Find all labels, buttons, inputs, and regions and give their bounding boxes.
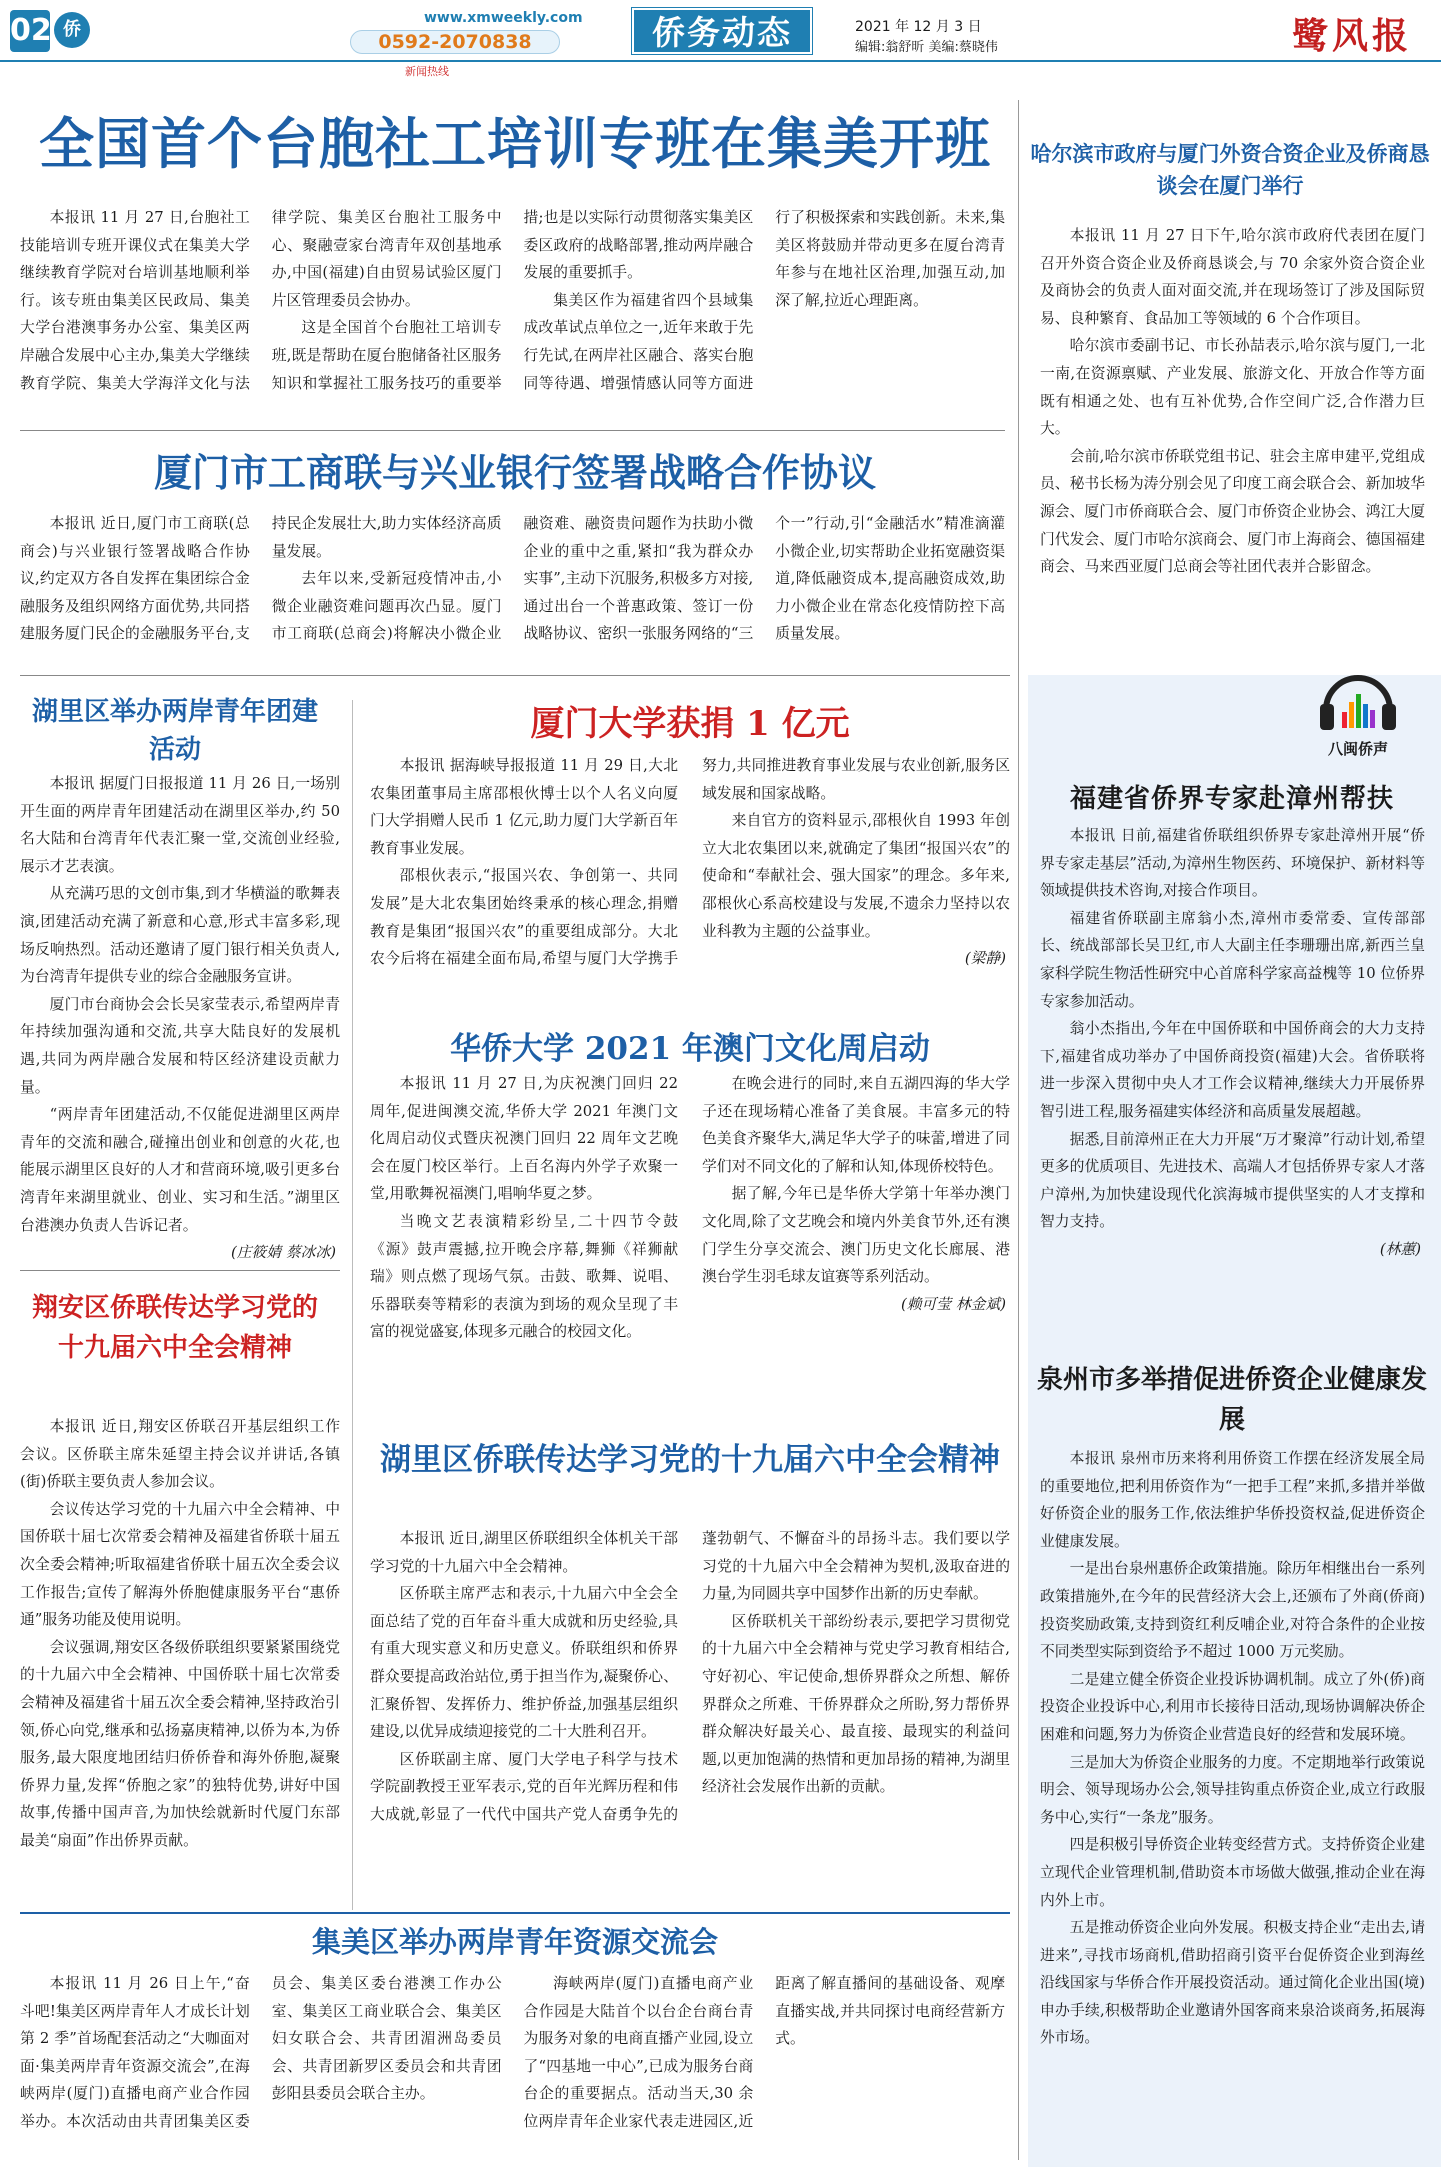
headline-a9: 华侨大学 2021 年澳门文化周启动: [450, 1031, 930, 1067]
paragraph: 区侨联主席严志和表示,十九届六中全会全面总结了党的百年奋斗重大成就和历史经验,具有重大现实意义和历史意义。侨联组织和侨界群众要提高政治站位,勇于担当作为,凝聚侨心、汇聚侨智、发挥侨力、维护侨益,加强基层组织建设,以优异成绩迎接党的二十大胜利召开。: [370, 1585, 678, 1741]
paragraph: 当晚文艺表演精彩纷呈,二十四节令鼓《源》鼓声震撼,拉开晚会序幕,舞狮《祥狮献瑞》则点燃了现场气氛。击鼓、歌舞、说唱、乐器联奏等精彩的表演为到场的观众呈现了丰富的视觉盛宴,体现多元融合的校园文化。: [370, 1212, 678, 1341]
paragraph: 邵根伙表示,“报国兴农、争创第一、共同发展”是大北农集团始终秉承的核心理念,捐赠教育是集团“报国兴农”的重要组成部分。大北农今后将在福建全面布局,希望与厦门大学携手努力,共同推进教育事业发展与农业创新,服务区域发展和国家战略。: [370, 757, 1010, 968]
paragraph: 会议传达学习党的十九届六中全会精神、中国侨联十届七次常委会精神及福建省侨联十届五次全委会精神;听取福建省侨联十届五次全委会议工作报告;宣传了解海外侨胞健康服务平台“惠侨通”服务功能及使用说明。: [20, 1500, 340, 1629]
paragraph: 哈尔滨市委副书记、市长孙喆表示,哈尔滨与厦门,一北一南,在资源禀赋、产业发展、旅游文化、开放合作等方面既有相通之处、也有互补优势,合作空间广泛,合作潜力巨大。: [1040, 337, 1425, 438]
headline-a3: 哈尔滨市政府与厦门外资合资企业及侨商恳谈会在厦门举行: [1030, 142, 1430, 198]
byline: (林蕙): [1379, 1240, 1421, 1258]
paragraph: 去年以来,受新冠疫情冲击,小微企业融资难问题再次凸显。厦门市工商联(总商会)将解决小微企业融资难、融资贵问题作为扶助小微企业的重中之重,紧扣“我为群众办实事”,主动下沉服务,积极多方对接,通过出台一个普惠政策、签订一份战略协议、密织一张服务网络的“三个一”行动,引“金融活水”精准滴灌小微企业,切实帮助企业拓宽融资渠道,降低融资成本,提高融资成效,助力小微企业在常态化疫情防控下高质量发展。: [271, 515, 1005, 643]
paragraph: 海峡两岸(厦门)直播电商产业合作园是大陆首个以台企台商台青为服务对象的电商直播产业园,设立了“四基地一中心”,已成为服务台商台企的重要据点。活动当天,30 余位两岸青年企业家代表走进园区,近距离了解直播间的基础设备、观摩直播实战,并共同探讨电商经营新方式。: [523, 1975, 1005, 2130]
headline-a4: 福建省侨界专家赴漳州帮扶: [1069, 784, 1394, 814]
paragraph: 在晚会进行的同时,来自五湖四海的华大学子还在现场精心准备了美食展。丰富多元的特色美食齐聚华大,满足华大学子的味蕾,增进了同学们对不同文化的了解和认知,体现侨校特色。: [702, 1075, 1010, 1175]
paragraph: 集美区作为福建省四个县域集成改革试点单位之一,近年来敢于先行先试,在两岸社区融合、落实台胞同等待遇、增强情感认同等方面进行了积极探索和实践创新。未来,集美区将鼓励并带动更多在厦台湾青年参与在地社区治理,加强互动,加深了解,拉近心理距离。: [523, 209, 1005, 392]
article-a2-body: [20, 510, 1005, 660]
article-a9-body: [370, 1070, 1010, 1425]
paragraph: 本报讯 11 月 26 日上午,“奋斗吧!集美区两岸青年人才成长计划第 2 季”首场配套活动之“大咖面对面·集美两岸青年资源交流会”,在海峡两岸(厦门)直播电商产业合作园举办。本次活动由共青团集美区委员会、集美区委台港澳工作办公室、集美区工商业联合会、集美区妇女联合会、共青团湄洲岛委员会、共青团新罗区委员会和共青团彭阳县委员会联合主办。: [20, 1975, 502, 2130]
column-title: 侨务动态: [632, 8, 812, 54]
divider: [20, 675, 1010, 676]
paragraph: 厦门市台商协会会长吴家莹表示,希望两岸青年持续加强沟通和交流,共享大陆良好的发展机遇,共同为两岸融合发展和特区经济建设贡献力量。: [20, 995, 340, 1096]
article-a10-body: [370, 1525, 1010, 1905]
paragraph: 本报讯 11 月 27 日下午,哈尔滨市政府代表团在厦门召开外资合资企业及侨商恳谈会,与 70 余家外资合资企业及商协会的负责人面对面交流,并在现场签订了涉及国际贸易、良种繁育、食品加工等领域的 6 个合作项目。: [1040, 227, 1425, 327]
article-a4-body: [1040, 822, 1425, 1264]
headline-a7: 翔安区侨联传达学习党的十九届六中全会精神: [31, 1293, 318, 1363]
divider: [20, 1270, 340, 1271]
headphones-icon: [1316, 660, 1400, 744]
headline-a10: 湖里区侨联传达学习党的十九届六中全会精神: [380, 1442, 1000, 1478]
paragraph: 翁小杰指出,今年在中国侨联和中国侨商会的大力支持下,福建省成功举办了中国侨商投资(福建)大会。省侨联将进一步深入贯彻中央人才工作会议精神,继续大力开展侨界智引进工程,服务福建实体经济和高质量发展超越。: [1040, 1020, 1425, 1120]
paragraph: 从充满巧思的文创市集,到才华横溢的歌舞表演,团建活动充满了新意和心意,形式丰富多彩,现场反响热烈。活动还邀请了厦门银行相关负责人,为台湾青年提供专业的综合金融服务宣讲。: [20, 885, 340, 986]
byline: (赖可莹 林金斌): [900, 1295, 1006, 1313]
paragraph: 本报讯 近日,湖里区侨联组织全体机关干部学习党的十九届六中全会精神。: [370, 1530, 678, 1575]
paragraph: 本报讯 据厦门日报报道 11 月 26 日,一场别开生面的两岸青年团建活动在湖里区举办,约 50 名大陆和台湾青年代表汇聚一堂,交流创业经验,展示才艺表演。: [20, 775, 340, 875]
paragraph: 这是全国首个台胞社工培训专班,既是帮助在厦台胞储备社区服务知识和掌握社工服务技巧的重要举措;也是以实际行动贯彻落实集美区委区政府的战略部署,推动两岸融合发展的重要抓手。: [271, 209, 754, 392]
hotline-label: 新闻热线: [405, 65, 449, 78]
paragraph: 据悉,目前漳州正在大力开展“万才聚漳”行动计划,希望更多的优质项目、先进技术、高端人才包括侨界专家人才落户漳州,为加快建设现代化滨海城市提供坚实的人才支撑和智力支持。: [1040, 1130, 1425, 1231]
emblem-icon: 侨: [54, 12, 90, 48]
section-badge-label: 八闽侨声: [1327, 740, 1388, 758]
paragraph: 一是出台泉州惠侨企政策措施。除历年相继出台一系列政策措施外,在今年的民营经济大会上,还颁布了外商(侨商)投资奖励政策,支持到资红利反哺企业,对符合条件的企业按不同类型实际到资给予不超过 1000 万元奖励。: [1040, 1560, 1425, 1661]
headline-a5: 泉州市多举措促进侨资企业健康发展: [1036, 1365, 1427, 1435]
paragraph: 会议强调,翔安区各级侨联组织要紧紧围绕党的十九届六中全会精神、中国侨联十届七次常委会精神及福建省十届五次全委会精神,坚持政治引领,侨心向党,继承和弘扬嘉庚精神,以侨为本,为侨服务,最大限度地团结归侨侨眷和海外侨胞,凝聚侨界力量,发挥“侨胞之家”的独特优势,讲好中国故事,传播中国声音,为加快绘就新时代厦门东部最美“扇面”作出侨界贡献。: [20, 1638, 340, 1849]
paragraph: 本报讯 11 月 27 日,台胞社工技能培训专班开课仪式在集美大学继续教育学院对台培训基地顺利举行。该专班由集美区民政局、集美大学台港澳事务办公室、集美区两岸融合发展中心主办,集美大学继续教育学院、集美大学海洋文化与法律学院、集美区台胞社工服务中心、聚融壹家台湾青年双创基地承办,中国(福建)自由贸易试验区厦门片区管理委员会协办。: [20, 209, 502, 392]
paragraph: 本报讯 近日,翔安区侨联召开基层组织工作会议。区侨联主席朱延望主持会议并讲话,各镇(街)侨联主要负责人参加会议。: [20, 1418, 340, 1491]
byline: (梁静): [964, 950, 1006, 968]
headline-a2: 厦门市工商联与兴业银行签署战略合作协议: [153, 451, 876, 495]
headline-a1: 全国首个台胞社工培训专班在集美开班: [38, 112, 991, 176]
article-a7-body: [20, 1413, 340, 1855]
headline-a6: 湖里区举办两岸青年团建活动: [31, 697, 318, 765]
paragraph: 来自官方的资料显示,邵根伙自 1993 年创立大北农集团以来,就确定了集团“报国兴农”的使命和“奉献社会、强大国家”的理念。多年来,邵根伙心系高校建设与发展,不遗余力坚持以农业科教为主题的公益事业。: [702, 812, 1010, 940]
article-a11-body: [20, 1970, 1005, 2165]
paragraph: 二是建立健全侨资企业投诉协调机制。成立了外(侨)商投资企业投诉中心,利用市长接待日活动,现场协调解决侨企困难和问题,努力为侨资企业营造良好的经营和发展环境。: [1040, 1670, 1425, 1743]
article-a6-body: [20, 770, 340, 1267]
paragraph: 区侨联机关干部纷纷表示,要把学习贯彻党的十九届六中全会精神与党史学习教育相结合,守好初心、牢记使命,想侨界群众之所想、解侨界群众之所难、干侨界群众之所盼,努力帮侨界群众解决好最关心、最直接、最现实的利益问题,以更加饱满的热情和更加昂扬的精神,为湖里经济社会发展作出新的贡献。: [702, 1612, 1010, 1796]
column-divider: [352, 700, 353, 1910]
paragraph: 据了解,今年已是华侨大学第十年举办澳门文化周,除了文艺晚会和境内外美食节外,还有澳门学生分享交流会、澳门历史文化长廊展、港澳台学生羽毛球友谊赛等系列活动。: [702, 1185, 1010, 1286]
page-number: 02: [10, 10, 50, 52]
paragraph: 四是积极引导侨资企业转变经营方式。支持侨资企业建立现代企业管理机制,借助资本市场做大做强,推动企业在海内外上市。: [1040, 1836, 1425, 1909]
paragraph: 本报讯 近日,厦门市工商联(总商会)与兴业银行签署战略合作协议,约定双方各自发挥在集团综合金融服务及组织网络方面优势,共同搭建服务厦门民企的金融服务平台,支持民企发展壮大,助力实体经济高质量发展。: [20, 515, 502, 643]
paragraph: 会前,哈尔滨市侨联党组书记、驻会主席申建平,党组成员、秘书长杨为涛分别会见了印度工商会联合会、新加坡华源会、厦门市侨商联合会、厦门市侨资企业协会、鸿江大厦门代发会、厦门市哈尔滨商会、厦门市上海商会、德国福建商会、马来西亚厦门总商会等社团代表并合影留念。: [1040, 447, 1425, 576]
article-a1-body: [20, 204, 1005, 414]
article-a8-body: [370, 752, 1010, 1022]
headline-a11: 集美区举办两岸青年资源交流会: [311, 1925, 718, 1959]
byline: (庄筱婧 蔡冰冰): [230, 1244, 336, 1262]
paragraph: 区侨联副主席、厦门大学电子科学与技术学院副教授王亚军表示,党的百年光辉历程和伟大成就,彰显了一代代中国共产党人奋勇争先的蓬勃朝气、不懈奋斗的昂扬斗志。我们要以学习党的十九届六中全会精神为契机,汲取奋进的力量,为同圆共享中国梦作出新的历史奉献。: [370, 1530, 1010, 1823]
divider: [20, 1912, 1010, 1914]
paragraph: 福建省侨联副主席翁小杰,漳州市委常委、宣传部部长、统战部部长吴卫红,市人大副主任李珊珊出席,新西兰皇家科学院生物活性研究中心首席科学家高益槐等 10 位侨界专家参加活动。: [1040, 909, 1425, 1010]
article-a3-body: [1040, 222, 1425, 581]
paragraph: 本报讯 日前,福建省侨联组织侨界专家赴漳州开展“侨界专家走基层”活动,为漳州生物医药、环境保护、新材料等领域提供技术咨询,对接合作项目。: [1040, 827, 1425, 900]
editor-credits: 编辑:翁舒昕 美编:蔡晓伟: [855, 40, 998, 55]
headline-a8: 厦门大学获捐 1 亿元: [530, 704, 850, 744]
hotline-number: 0592-2070838: [350, 30, 560, 54]
paragraph: “两岸青年团建活动,不仅能促进湖里区两岸青年的交流和融合,碰撞出创业和创意的火花,也能展示湖里区良好的人才和营商环境,吸引更多台湾青年来湖里就业、创业、实习和生活。”湖里区台港澳办负责人告诉记者。: [20, 1106, 340, 1234]
paragraph: 五是推动侨资企业向外发展。积极支持企业“走出去,请进来”,寻找市场商机,借助招商引资平台促侨资企业到海丝沿线国家与华侨合作开展投资活动。通过简化企业出国(境)申办手续,积极帮助企业邀请外国客商来泉洽谈商务,拓展海外市场。: [1040, 1919, 1425, 2047]
paragraph: 本报讯 泉州市历来将利用侨资工作摆在经济发展全局的重要地位,把利用侨资作为“一把手工程”来抓,多措并举做好侨资企业的服务工作,依法维护华侨投资权益,促进侨资企业健康发展。: [1040, 1450, 1425, 1550]
paragraph: 本报讯 11 月 27 日,为庆祝澳门回归 22 周年,促进闽澳交流,华侨大学 2021 年澳门文化周启动仪式暨庆祝澳门回归 22 周年文艺晚会在厦门校区举行。上百名海内外学子欢聚一堂,用歌舞祝福澳门,唱响华夏之梦。: [370, 1075, 678, 1203]
website[interactable]: www.xmweekly.com: [424, 10, 583, 26]
article-a5-body: [1040, 1445, 1425, 2052]
header-rule: [0, 60, 1441, 62]
masthead-logo: 鹭风报: [1292, 15, 1413, 57]
paragraph: 本报讯 据海峡导报报道 11 月 29 日,大北农集团董事局主席邵根伙博士以个人名义向厦门大学捐赠人民币 1 亿元,助力厦门大学新百年教育事业发展。: [370, 757, 678, 857]
issue-date: 2021 年 12 月 3 日: [855, 19, 982, 35]
divider: [20, 430, 1005, 431]
paragraph: 三是加大为侨资企业服务的力度。不定期地举行政策说明会、领导现场办公会,领导挂钩重点侨资企业,成立行政服务中心,实行“一条龙”服务。: [1040, 1753, 1425, 1826]
column-divider: [1018, 100, 1019, 2160]
